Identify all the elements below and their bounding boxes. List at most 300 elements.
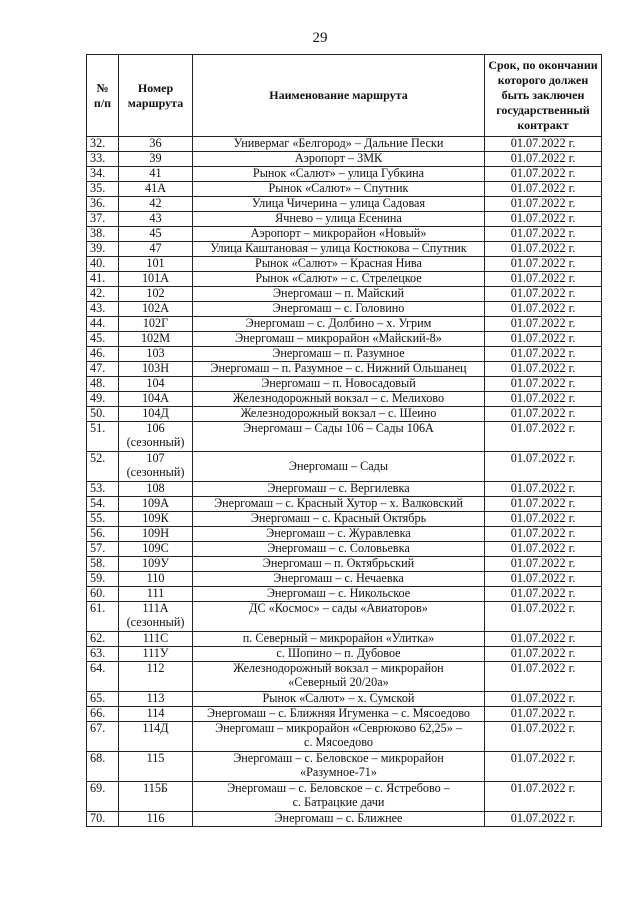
route-number-text: 102Г [142,316,169,330]
route-number-text: 47 [149,241,162,255]
deadline-date [485,512,602,527]
row-number [87,512,119,527]
route-name [193,317,485,332]
row-number [87,752,119,782]
route-number-text: 109У [142,556,169,570]
route-name-text: с. Батрацкие дачи [292,794,385,809]
route-name [193,407,485,422]
table-row [87,602,602,632]
row-number-text: 68. [90,751,106,765]
route-number [119,497,193,512]
route-number [119,587,193,602]
deadline-date-text: 01.07.2022 г. [510,166,576,180]
route-number-text: 109Н [141,526,170,540]
route-number [119,272,193,287]
table-row [87,362,602,377]
row-number [87,332,119,347]
route-name-text: Ячнево – улица Есенина [275,211,402,225]
route-number-text: 41 [149,166,162,180]
route-name [193,602,485,632]
deadline-date-text: 01.07.2022 г. [510,451,576,465]
deadline-date-text: 01.07.2022 г. [510,556,576,570]
route-name [193,497,485,512]
row-number-text: 69. [90,781,106,795]
table-row [87,197,602,212]
route-name [193,257,485,272]
row-number-text: 66. [90,706,106,720]
route-number [119,212,193,227]
route-name [193,392,485,407]
row-number-text: 59. [90,571,106,585]
route-number [119,752,193,782]
route-number [119,557,193,572]
route-name-text: Энергомаш – с. Беловское – с. Ястребово – [227,781,450,795]
route-name-text: Аэропорт – ЗМК [294,151,383,165]
route-number [119,347,193,362]
route-number [119,332,193,347]
row-number-text: 38. [90,226,106,240]
deadline-date-text: 01.07.2022 г. [510,661,576,675]
deadline-date [485,602,602,632]
route-name-text: Энергомаш – микрорайон «Майский-8» [235,331,442,345]
deadline-date-text: 01.07.2022 г. [510,781,576,795]
table-row [87,182,602,197]
route-name-text: Энергомаш – с. Долбино – х. Угрим [245,316,432,330]
route-name-text: Энергомаш – Сады 106 – Сады 106А [243,421,434,435]
route-name-text: Железнодорожный вокзал – с. Шеино [240,406,437,420]
row-number-text: 70. [90,811,106,825]
route-name [193,242,485,257]
route-name-text: ДС «Космос» – сады «Авиаторов» [249,601,428,615]
deadline-date [485,557,602,572]
route-number [119,512,193,527]
table-row [87,167,602,182]
header-num: № п/п [87,55,119,137]
route-number-text: 101А [141,271,170,285]
deadline-date [485,482,602,497]
route-name-text: Энергомаш – с. Вергилевка [267,481,410,495]
table-row [87,452,602,482]
deadline-date-text: 01.07.2022 г. [510,226,576,240]
route-number [119,482,193,497]
deadline-date-text: 01.07.2022 г. [510,136,576,150]
table-row [87,227,602,242]
route-number [119,362,193,377]
row-number [87,167,119,182]
route-number [119,722,193,752]
row-number [87,692,119,707]
route-name [193,557,485,572]
route-number [119,137,193,152]
row-number [87,377,119,392]
deadline-date-text: 01.07.2022 г. [510,586,576,600]
route-number [119,167,193,182]
route-name-text: Рынок «Салют» – улица Губкина [252,166,425,180]
row-number [87,497,119,512]
row-number-text: 57. [90,541,106,555]
row-number [87,212,119,227]
route-number-text: 103Н [141,361,170,375]
route-name [193,812,485,827]
route-name-text: Энергомаш – п. Разумное – с. Нижний Ольшанец [210,361,467,375]
route-name-text: Энергомаш – с. Красный Хутор – х. Валковский [214,496,463,510]
route-number-text: 111У [142,646,169,660]
deadline-date [485,542,602,557]
route-name [193,482,485,497]
route-number-text: 109К [142,511,169,525]
row-number [87,452,119,482]
route-number [119,242,193,257]
deadline-date-text: 01.07.2022 г. [510,196,576,210]
row-number [87,227,119,242]
row-number-text: 32. [90,136,106,150]
route-number-text: 36 [149,136,162,150]
deadline-date-text: 01.07.2022 г. [510,151,576,165]
row-number-text: 61. [90,601,106,615]
row-number-text: 52. [90,451,106,465]
route-number [119,302,193,317]
deadline-date [485,182,602,197]
route-name-text: Железнодорожный вокзал – микрорайон [233,661,444,675]
route-name [193,527,485,542]
table-row [87,632,602,647]
table-row [87,557,602,572]
route-number-text: 104А [141,391,170,405]
route-number [119,707,193,722]
header-route-name: Наименование маршрута [193,55,485,137]
route-number [119,542,193,557]
row-number-text: 62. [90,631,106,645]
route-number [119,227,193,242]
deadline-date [485,272,602,287]
route-name [193,287,485,302]
route-number [119,317,193,332]
header-deadline: Срок, по окончании которого должен быть заключен государственный контракт [485,55,602,137]
route-number [119,527,193,542]
deadline-date [485,257,602,272]
route-name [193,302,485,317]
route-name-text: Рынок «Салют» – с. Стрелецкое [255,271,422,285]
deadline-date-text: 01.07.2022 г. [510,316,576,330]
route-number-text: (сезонный) [126,464,185,479]
page-number: 29 [312,30,328,46]
route-name-text: Рынок «Салют» – Спутник [268,181,409,195]
deadline-date-text: 01.07.2022 г. [510,181,576,195]
route-number-text: 45 [149,226,162,240]
deadline-date-text: 01.07.2022 г. [510,301,576,315]
row-number [87,422,119,452]
row-number [87,782,119,812]
deadline-date-text: 01.07.2022 г. [510,286,576,300]
table-row [87,707,602,722]
route-number-text: 109А [141,496,170,510]
row-number-text: 42. [90,286,106,300]
route-name-text: Универмаг «Белгород» – Дальние Пески [233,136,444,150]
row-number-text: 54. [90,496,106,510]
deadline-date-text: 01.07.2022 г. [510,811,576,825]
route-name-text: Энергомаш – п. Новосадовый [261,376,416,390]
route-number [119,647,193,662]
row-number [87,662,119,692]
deadline-date [485,647,602,662]
deadline-date-text: 01.07.2022 г. [510,721,576,735]
deadline-date-text: 01.07.2022 г. [510,646,576,660]
route-name-text: Энергомаш – п. Разумное [272,346,405,360]
row-number-text: 44. [90,316,106,330]
row-number-text: 56. [90,526,106,540]
route-number-text: 102 [146,286,165,300]
table-row [87,347,602,362]
deadline-date-text: 01.07.2022 г. [510,241,576,255]
route-name-text: Энергомаш – с. Ближняя Игуменка – с. Мясоедово [207,706,470,720]
table-body [87,137,602,827]
route-number [119,182,193,197]
row-number [87,182,119,197]
deadline-date [485,227,602,242]
deadline-date-text: 01.07.2022 г. [510,361,576,375]
route-name-text: Энергомаш – с. Соловьевка [267,541,410,555]
route-name [193,212,485,227]
route-name [193,512,485,527]
route-name-text: Энергомаш – с. Головино [272,301,405,315]
deadline-date-text: 01.07.2022 г. [510,391,576,405]
deadline-date [485,332,602,347]
table-row [87,287,602,302]
route-number-text: 112 [146,661,165,675]
route-name [193,227,485,242]
route-number [119,692,193,707]
route-name [193,782,485,812]
table-row [87,377,602,392]
row-number-text: 64. [90,661,106,675]
row-number [87,602,119,632]
deadline-date-text: 01.07.2022 г. [510,331,576,345]
deadline-date [485,707,602,722]
route-number-text: 104 [146,376,165,390]
route-name-text: Энергомаш – с. Журавлевка [266,526,411,540]
routes-table [86,54,602,827]
deadline-date-text: 01.07.2022 г. [510,271,576,285]
row-number [87,347,119,362]
row-number-text: 36. [90,196,106,210]
route-name-text: Энергомаш – с. Ближнее [274,811,403,825]
route-name [193,272,485,287]
deadline-date-text: 01.07.2022 г. [510,541,576,555]
route-name [193,647,485,662]
deadline-date [485,572,602,587]
route-number-text: 109С [142,541,169,555]
route-name-text: «Северный 20/20а» [288,674,389,689]
table-row [87,587,602,602]
row-number-text: 65. [90,691,106,705]
route-number-text: 111 [146,586,165,600]
deadline-date [485,752,602,782]
route-name [193,362,485,377]
row-number [87,722,119,752]
deadline-date [485,527,602,542]
table-row [87,422,602,452]
table-row [87,257,602,272]
route-name [193,542,485,557]
table-row [87,482,602,497]
deadline-date [485,692,602,707]
deadline-date [485,137,602,152]
route-name-text: Железнодорожный вокзал – с. Мелихово [232,391,445,405]
deadline-date [485,587,602,602]
route-number-text: 104Д [142,406,169,420]
route-number-text: 111А [142,601,169,615]
row-number-text: 67. [90,721,106,735]
row-number [87,317,119,332]
deadline-date [485,632,602,647]
deadline-date [485,152,602,167]
table-row [87,782,602,812]
deadline-date-text: 01.07.2022 г. [510,526,576,540]
deadline-date [485,347,602,362]
deadline-date [485,422,602,452]
row-number [87,287,119,302]
row-number-text: 47. [90,361,106,375]
route-number [119,572,193,587]
route-number-text: (сезонный) [126,614,185,629]
route-name [193,752,485,782]
row-number-text: 60. [90,586,106,600]
route-number [119,407,193,422]
route-name-text: Энергомаш – п. Октябрьский [262,556,415,570]
row-number [87,362,119,377]
row-number-text: 53. [90,481,106,495]
route-number-text: 113 [146,691,165,705]
row-number [87,647,119,662]
table-row [87,542,602,557]
deadline-date-text: 01.07.2022 г. [510,631,576,645]
row-number [87,542,119,557]
route-number-text: 108 [146,481,165,495]
route-name-text: Энергомаш – с. Нечаевка [273,571,404,585]
row-number [87,572,119,587]
table-row [87,407,602,422]
deadline-date [485,407,602,422]
route-number-text: 110 [146,571,165,585]
route-name-text: с. Мясоедово [304,734,373,749]
table-row [87,212,602,227]
route-name-text: Улица Каштановая – улица Костюкова – Спутник [210,241,467,255]
row-number-text: 50. [90,406,106,420]
route-name-text: Энергомаш – Сады [288,458,389,473]
route-name [193,662,485,692]
route-number-text: 106 [146,421,165,435]
route-number [119,152,193,167]
deadline-date-text: 01.07.2022 г. [510,706,576,720]
route-name-text: Энергомаш – с. Беловское – микрорайон [233,751,444,765]
deadline-date [485,452,602,482]
row-number [87,242,119,257]
route-name [193,332,485,347]
route-name [193,422,485,452]
route-name-text: п. Северный – микрорайон «Улитка» [242,631,435,645]
route-name-text: Энергомаш – с. Никольское [266,586,411,600]
table-row [87,392,602,407]
table-row [87,272,602,287]
deadline-date [485,362,602,377]
deadline-date [485,722,602,752]
route-number [119,377,193,392]
row-number-text: 33. [90,151,106,165]
deadline-date-text: 01.07.2022 г. [510,211,576,225]
row-number-text: 49. [90,391,106,405]
route-number-text: 43 [149,211,162,225]
table-row [87,317,602,332]
table-row [87,752,602,782]
deadline-date [485,317,602,332]
route-name [193,152,485,167]
table-row [87,332,602,347]
table-row [87,497,602,512]
table-row [87,512,602,527]
deadline-date-text: 01.07.2022 г. [510,406,576,420]
route-number-text: 114Д [142,721,169,735]
route-name [193,182,485,197]
route-number [119,812,193,827]
route-number-text: 42 [149,196,162,210]
deadline-date-text: 01.07.2022 г. [510,256,576,270]
row-number-text: 43. [90,301,106,315]
row-number-text: 45. [90,331,106,345]
deadline-date-text: 01.07.2022 г. [510,511,576,525]
table-row [87,692,602,707]
route-number-text: 103 [146,346,165,360]
deadline-date-text: 01.07.2022 г. [510,496,576,510]
table-row [87,527,602,542]
table-row [87,242,602,257]
row-number [87,707,119,722]
route-number [119,197,193,212]
route-name-text: Энергомаш – микрорайон «Севрюково 62,25» – [215,721,462,735]
route-name [193,452,485,482]
route-number-text: 115 [146,751,165,765]
table-header-row [87,55,602,137]
row-number [87,587,119,602]
route-number [119,257,193,272]
route-name [193,347,485,362]
route-name [193,167,485,182]
row-number-text: 37. [90,211,106,225]
row-number-text: 40. [90,256,106,270]
row-number-text: 55. [90,511,106,525]
deadline-date [485,782,602,812]
route-number-text: 101 [146,256,165,270]
deadline-date-text: 01.07.2022 г. [510,571,576,585]
deadline-date [485,662,602,692]
row-number [87,407,119,422]
route-number [119,632,193,647]
route-name-text: с. Шопино – п. Дубовое [276,646,401,660]
deadline-date-text: 01.07.2022 г. [510,751,576,765]
route-name-text: Рынок «Салют» – х. Сумской [262,691,415,705]
route-name-text: Улица Чичерина – улица Садовая [251,196,426,210]
route-name-text: Рынок «Салют» – Красная Нива [255,256,422,270]
table-row [87,572,602,587]
table-row [87,302,602,317]
table-row [87,812,602,827]
row-number [87,257,119,272]
header-route-number: Номер маршрута [119,55,193,137]
route-number [119,452,193,482]
row-number [87,557,119,572]
deadline-date-text: 01.07.2022 г. [510,421,576,435]
route-name-text: Энергомаш – п. Майский [273,286,404,300]
route-number-text: 115Б [143,781,168,795]
